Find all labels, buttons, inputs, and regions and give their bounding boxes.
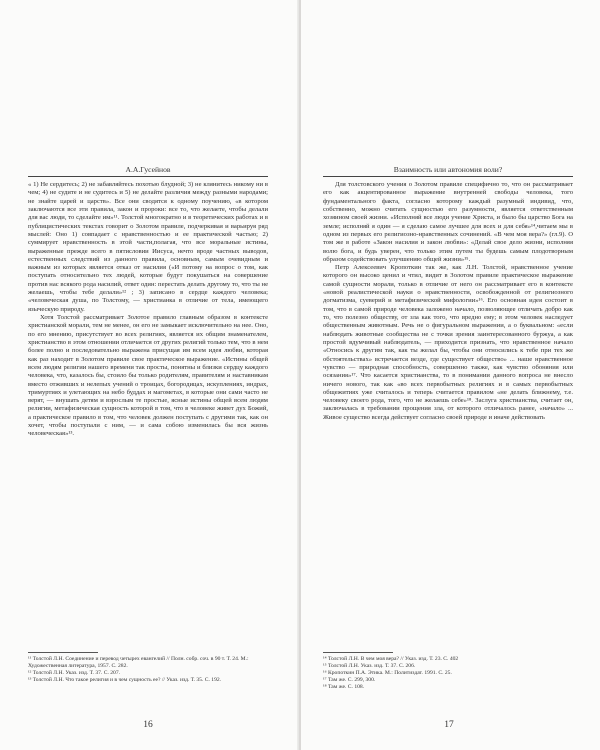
footnote: ¹³ Толстой Л.Н. Что такое религия и в чем сущность ее? // Указ. изд. Т. 35. С. 192.: [28, 677, 222, 683]
page-number: 17: [444, 720, 454, 730]
footnote: ¹⁵ Толстой Л.Н. Указ. изд. Т. 37. С. 206.: [323, 663, 416, 669]
footnote: ¹⁶ Кропоткин П.А. Этика. М.: Политиздат. 1991. С. 25.: [323, 670, 452, 676]
footnote: ¹¹ Толстой Л.Н. Соединение и перевод четырех евангелий // Полн. собр. соч. в 90 т. Т. 24. М.: Художественная литература, 1957. С. 282.: [28, 656, 249, 669]
footnotes: [28, 656, 268, 684]
running-head-title: Взаимность или автономия воли?: [393, 165, 503, 174]
footnote: ¹⁷ Там же. С. 299, 300.: [323, 677, 376, 683]
footnote-rule: [323, 652, 393, 653]
footnote: ¹² Толстой Л.Н. Указ. изд. Т. 37. С. 207.: [28, 670, 121, 676]
paragraph: Петр Алексеевич Кропоткин так же, как Л.Н. Толстой, нравственное учение которого он высоко ценил и чтил, видит в Золотом правиле практическое выражение самой сущности морали, только в отличие от него он рассматривает его в контексте «новой реалистической науки о нравственности, освобожденной от религиозного догматизма, суеверий и метафизической мифологии»¹⁶. Его основная идея состоит в том, что в самой природе человека заложено начало, позволяющее отличать добро как то, что полезно обществу, от зла как того, что вредно ему; в этом человек наследует общественным животным. Речь не о фигуральном выражении, а о буквальном: «если наблюдать животные сообщества не с точки зрения заинтересованного буржуа, а как простой вдумчивый наблюдатель, — приходится признать, что нравственное начало «Относись к другим так, как ты желал бы, чтобы они относились к тебе при тех же обстоятельствах» встречается везде, где существует общество» ... наше нравственное чувство — природная способность, совершенно также, как чувство обоняния или осязания»¹⁷. Что касается христианства, то в понимании данного вопроса не внесло ничего нового, так как «во всех первобытных религиях и в самых первобытных общежитиях уже считалось и теперь считается правилом «не делать ближнему, т.е. человеку своего рода, того, что не желаешь себе»¹⁸. Заслуга христианства, считает он, заключалась в требовании прощения зла, от которого отличалось ранее, «начало» ... Живое существо всегда действует согласно своей природе и иначе действовать: [323, 264, 573, 421]
footnote: ¹⁴ Толстой Л.Н. В чем моя вера? // Указ. изд. Т. 23. С. 402: [323, 656, 459, 662]
body-text: [323, 181, 573, 422]
paragraph: Для толстовского учения о Золотом правиле специфично то, что он рассматривает его как акцентированное выражение внутренней свободы человека, того фундаментального факта, согласно которому каждый разумный индивид, что, собственно, можно считать сущностью его разумности, является ответственным хозяином своей жизни. «Исполняй все люди учение Христа, и было бы царство Бога на земле; исполняй я один — я сделаю самое лучшее для всех и для себя»¹⁴,читаем мы в одном из первых его религиозно-нравственных сочинений. «В чем моя вера?» (гл.9). О том же в работе «Закон насилия и закон любви»: «Делай свое дело жизни, исполняя волю бога, и будь уверен, что только этим путем ты будешь самым плодотворным образом содействовать улучшению общей жизни»¹⁵.: [323, 181, 573, 263]
right-page: [301, 0, 600, 750]
footnotes: [323, 656, 573, 691]
header-rule: [28, 176, 268, 177]
paragraph: Хотя Толстой рассматривает Золотое правило главным образом в контексте христианской морали, тем не менее, он его не замыкает исключительно на нее. Оно, по его мнению, присутствует во всех религиях, является их общим знаменателем, христианство в этом отношении отличается от других религий только тем, что в нем более полно и последовательно выражена присущая им всем идея любви, которая как раз находит в Золотом правиле свое практическое выражение. «Истины общей всем людям религии нашего времени так просты, понятны и близки сердцу каждого человека, что, казалось бы, стоило бы только родителям, правителям и наставникам вместо отживших и нелепых учений о троицах, богородицах, искуплениях, индрах, тримуртиях и улетающих на небо буддах и магометах, в которые они сами часто не верят, — внушать детям и взрослым те простые, ясные истины общей всем людям религии, метафизическая сущность которой в том, что в человеке живет дух Божий, а практическое правило в том, что человек должен поступать с другими так, как он хочет, чтобы поступали с ним, — и сама собою изменилась бы вся жизнь человеческая»¹³.: [28, 314, 268, 438]
running-head-author: А.А.Гусейнов: [125, 165, 171, 174]
footnote-rule: [28, 652, 98, 653]
footnote: ¹⁸ Там же. С. 108.: [323, 684, 365, 690]
body-text: [28, 181, 268, 439]
left-page: [0, 0, 299, 750]
paragraph: « 1) Не сердитесь; 2) не забавляйтесь похотью блудной; 3) не клянитесь никому ни в чем; 4) не судите и не судитесь и 5) не делайте различия между разными народами; не знайте царей и царств». Все они сводятся к одному поучению, «в котором заключаются все эти правила, закон и пророки: все то, что желаете, чтобы делали для вас люди, то сделайте им»¹¹. Толстой многократно и в теоретических работах и в публицистических текстах говорит о Золотом правиле, подчеркивая и варьируя ряд мыслей: Оно 1) совпадает с нравственностью и ее практической частью; 2) суммирует нравственность в этой части,полагая, что все моральные истины, выраженные прежде всего в пятисловии Иисуса, нечто вроде частных выводов, естественных следствий из данного правила, основным, самым очевидным и важным из которых является отказ от насилия («И потому на вопрос о том, как поступать относительно тех людей, которые будут покушаться на совершение против нас всякого рода насилий, ответ один: перестать делать другому то, что ты не желаешь, чтобы тебе делали»¹² ; 3) записано в сердце каждого человека; «человеческая душа, по Толстому, — христианка в отличие от тела, имеющего языческую природу.: [28, 181, 268, 313]
page-number: 16: [143, 720, 153, 730]
header-rule: [323, 176, 573, 177]
